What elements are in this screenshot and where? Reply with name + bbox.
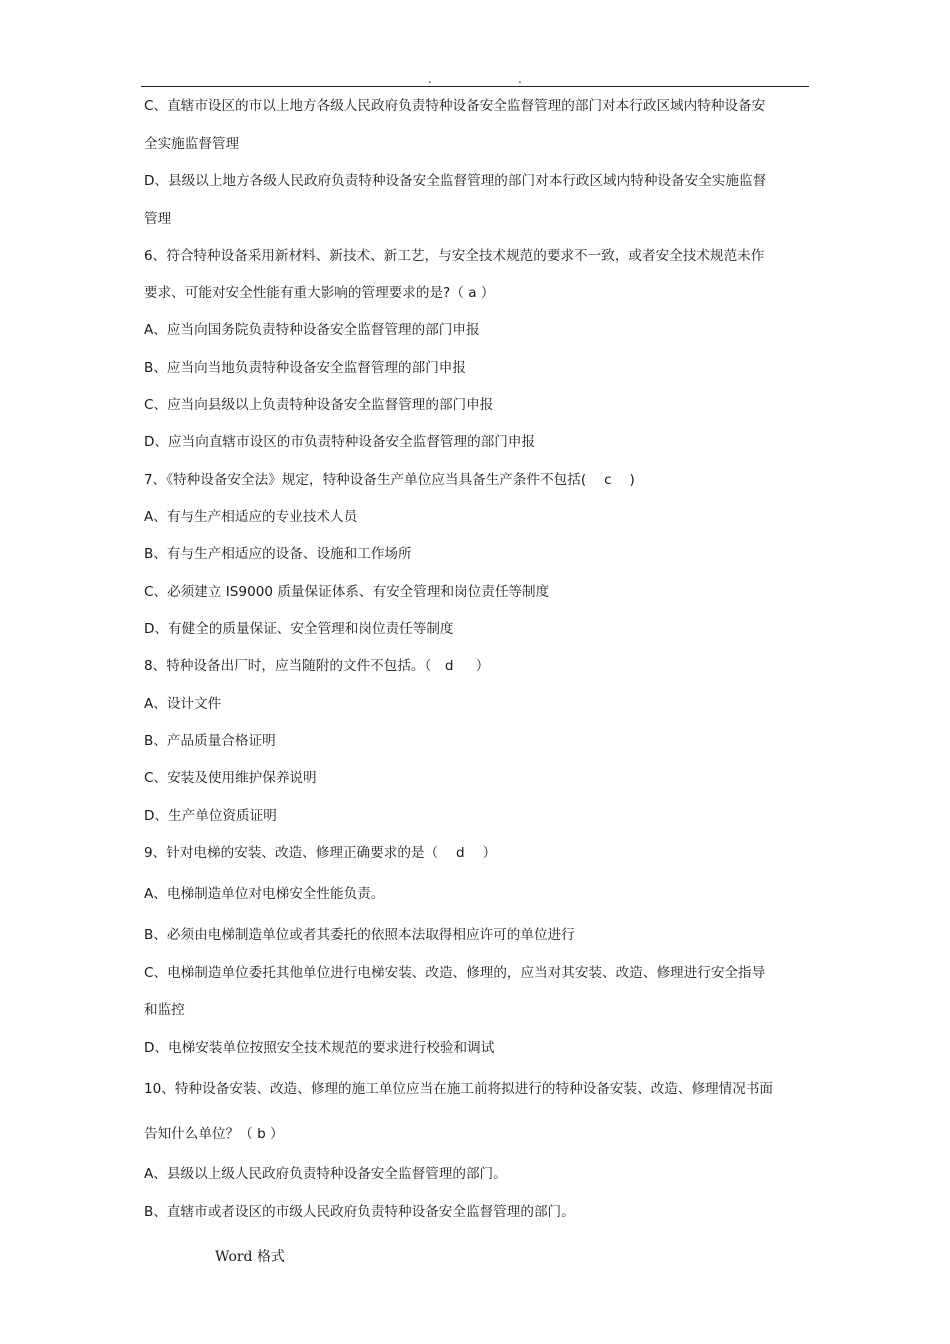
- question-7-option-a: A、有与生产相适应的专业技术人员: [144, 509, 358, 525]
- text-line-5c-2: 全实施监督管理: [144, 136, 240, 152]
- question-9-option-c-line-2: 和监控: [144, 1002, 185, 1018]
- question-10-line-1: 10、特种设备安装、改造、修理的施工单位应当在施工前将拟进行的特种设备安装、改造、修理情况书面: [144, 1081, 774, 1097]
- page-footer: Word 格式: [215, 1249, 285, 1265]
- question-10-option-a: A、县级以上级人民政府负责特种设备安全监督管理的部门。: [144, 1166, 507, 1182]
- question-7-option-c: C、必须建立 IS9000 质量保证体系、有安全管理和岗位责任等制度: [144, 584, 550, 600]
- question-6-line-1: 6、符合特种设备采用新材料、新技术、新工艺，与安全技术规范的要求不一致，或者安全技术规范未作: [144, 248, 765, 264]
- question-8-option-b: B、产品质量合格证明: [144, 733, 276, 749]
- question-7-option-b: B、有与生产相适应的设备、设施和工作场所: [144, 546, 412, 562]
- question-10-line-2: 告知什么单位？（ b ）: [144, 1126, 284, 1142]
- text-line-5d-2: 管理: [144, 211, 172, 227]
- question-8-option-c: C、安装及使用维护保养说明: [144, 770, 317, 786]
- question-7-option-d: D、有健全的质量保证、安全管理和岗位责任等制度: [144, 621, 454, 637]
- text-line-5c-1: C、直辖市设区的市以上地方各级人民政府负责特种设备安全监督管理的部门对本行政区域内特种设备安: [144, 98, 766, 114]
- question-6-line-2: 要求、可能对安全性能有重大影响的管理要求的是?（ a ）: [144, 285, 495, 301]
- question-10-option-b: B、直辖市或者设区的市级人民政府负责特种设备安全监督管理的部门。: [144, 1204, 575, 1220]
- header-mark-left: .: [428, 72, 432, 86]
- question-6-option-a: A、应当向国务院负责特种设备安全监督管理的部门申报: [144, 322, 480, 338]
- question-7: 7、《特种设备安全法》规定，特种设备生产单位应当具备生产条件不包括( c ): [144, 472, 635, 488]
- header-rule: [141, 86, 809, 87]
- header-mark-right: .: [518, 72, 522, 86]
- question-9-option-c-line-1: C、电梯制造单位委托其他单位进行电梯安装、改造、修理的，应当对其安装、改造、修理进行安全指导: [144, 965, 766, 981]
- question-8-option-a: A、设计文件: [144, 696, 222, 712]
- question-9-option-a: A、电梯制造单位对电梯安全性能负责。: [144, 886, 385, 902]
- question-6-option-c: C、应当向县级以上负责特种设备安全监督管理的部门申报: [144, 397, 494, 413]
- question-9-option-b: B、必须由电梯制造单位或者其委托的依照本法取得相应许可的单位进行: [144, 927, 575, 943]
- question-8-option-d: D、生产单位资质证明: [144, 808, 277, 824]
- question-9-option-d: D、电梯安装单位按照安全技术规范的要求进行校验和调试: [144, 1040, 495, 1056]
- question-6-option-d: D、应当向直辖市设区的市负责特种设备安全监督管理的部门申报: [144, 434, 536, 450]
- question-8: 8、特种设备出厂时，应当随附的文件不包括。（ d ）: [144, 658, 490, 674]
- text-line-5d-1: D、县级以上地方各级人民政府负责特种设备安全监督管理的部门对本行政区域内特种设备安全实施监督: [144, 173, 767, 189]
- page-header-marks: [0, 72, 950, 86]
- question-6-option-b: B、应当向当地负责特种设备安全监督管理的部门申报: [144, 360, 466, 376]
- question-9: 9、针对电梯的安装、改造、修理正确要求的是（ d ）: [144, 845, 497, 861]
